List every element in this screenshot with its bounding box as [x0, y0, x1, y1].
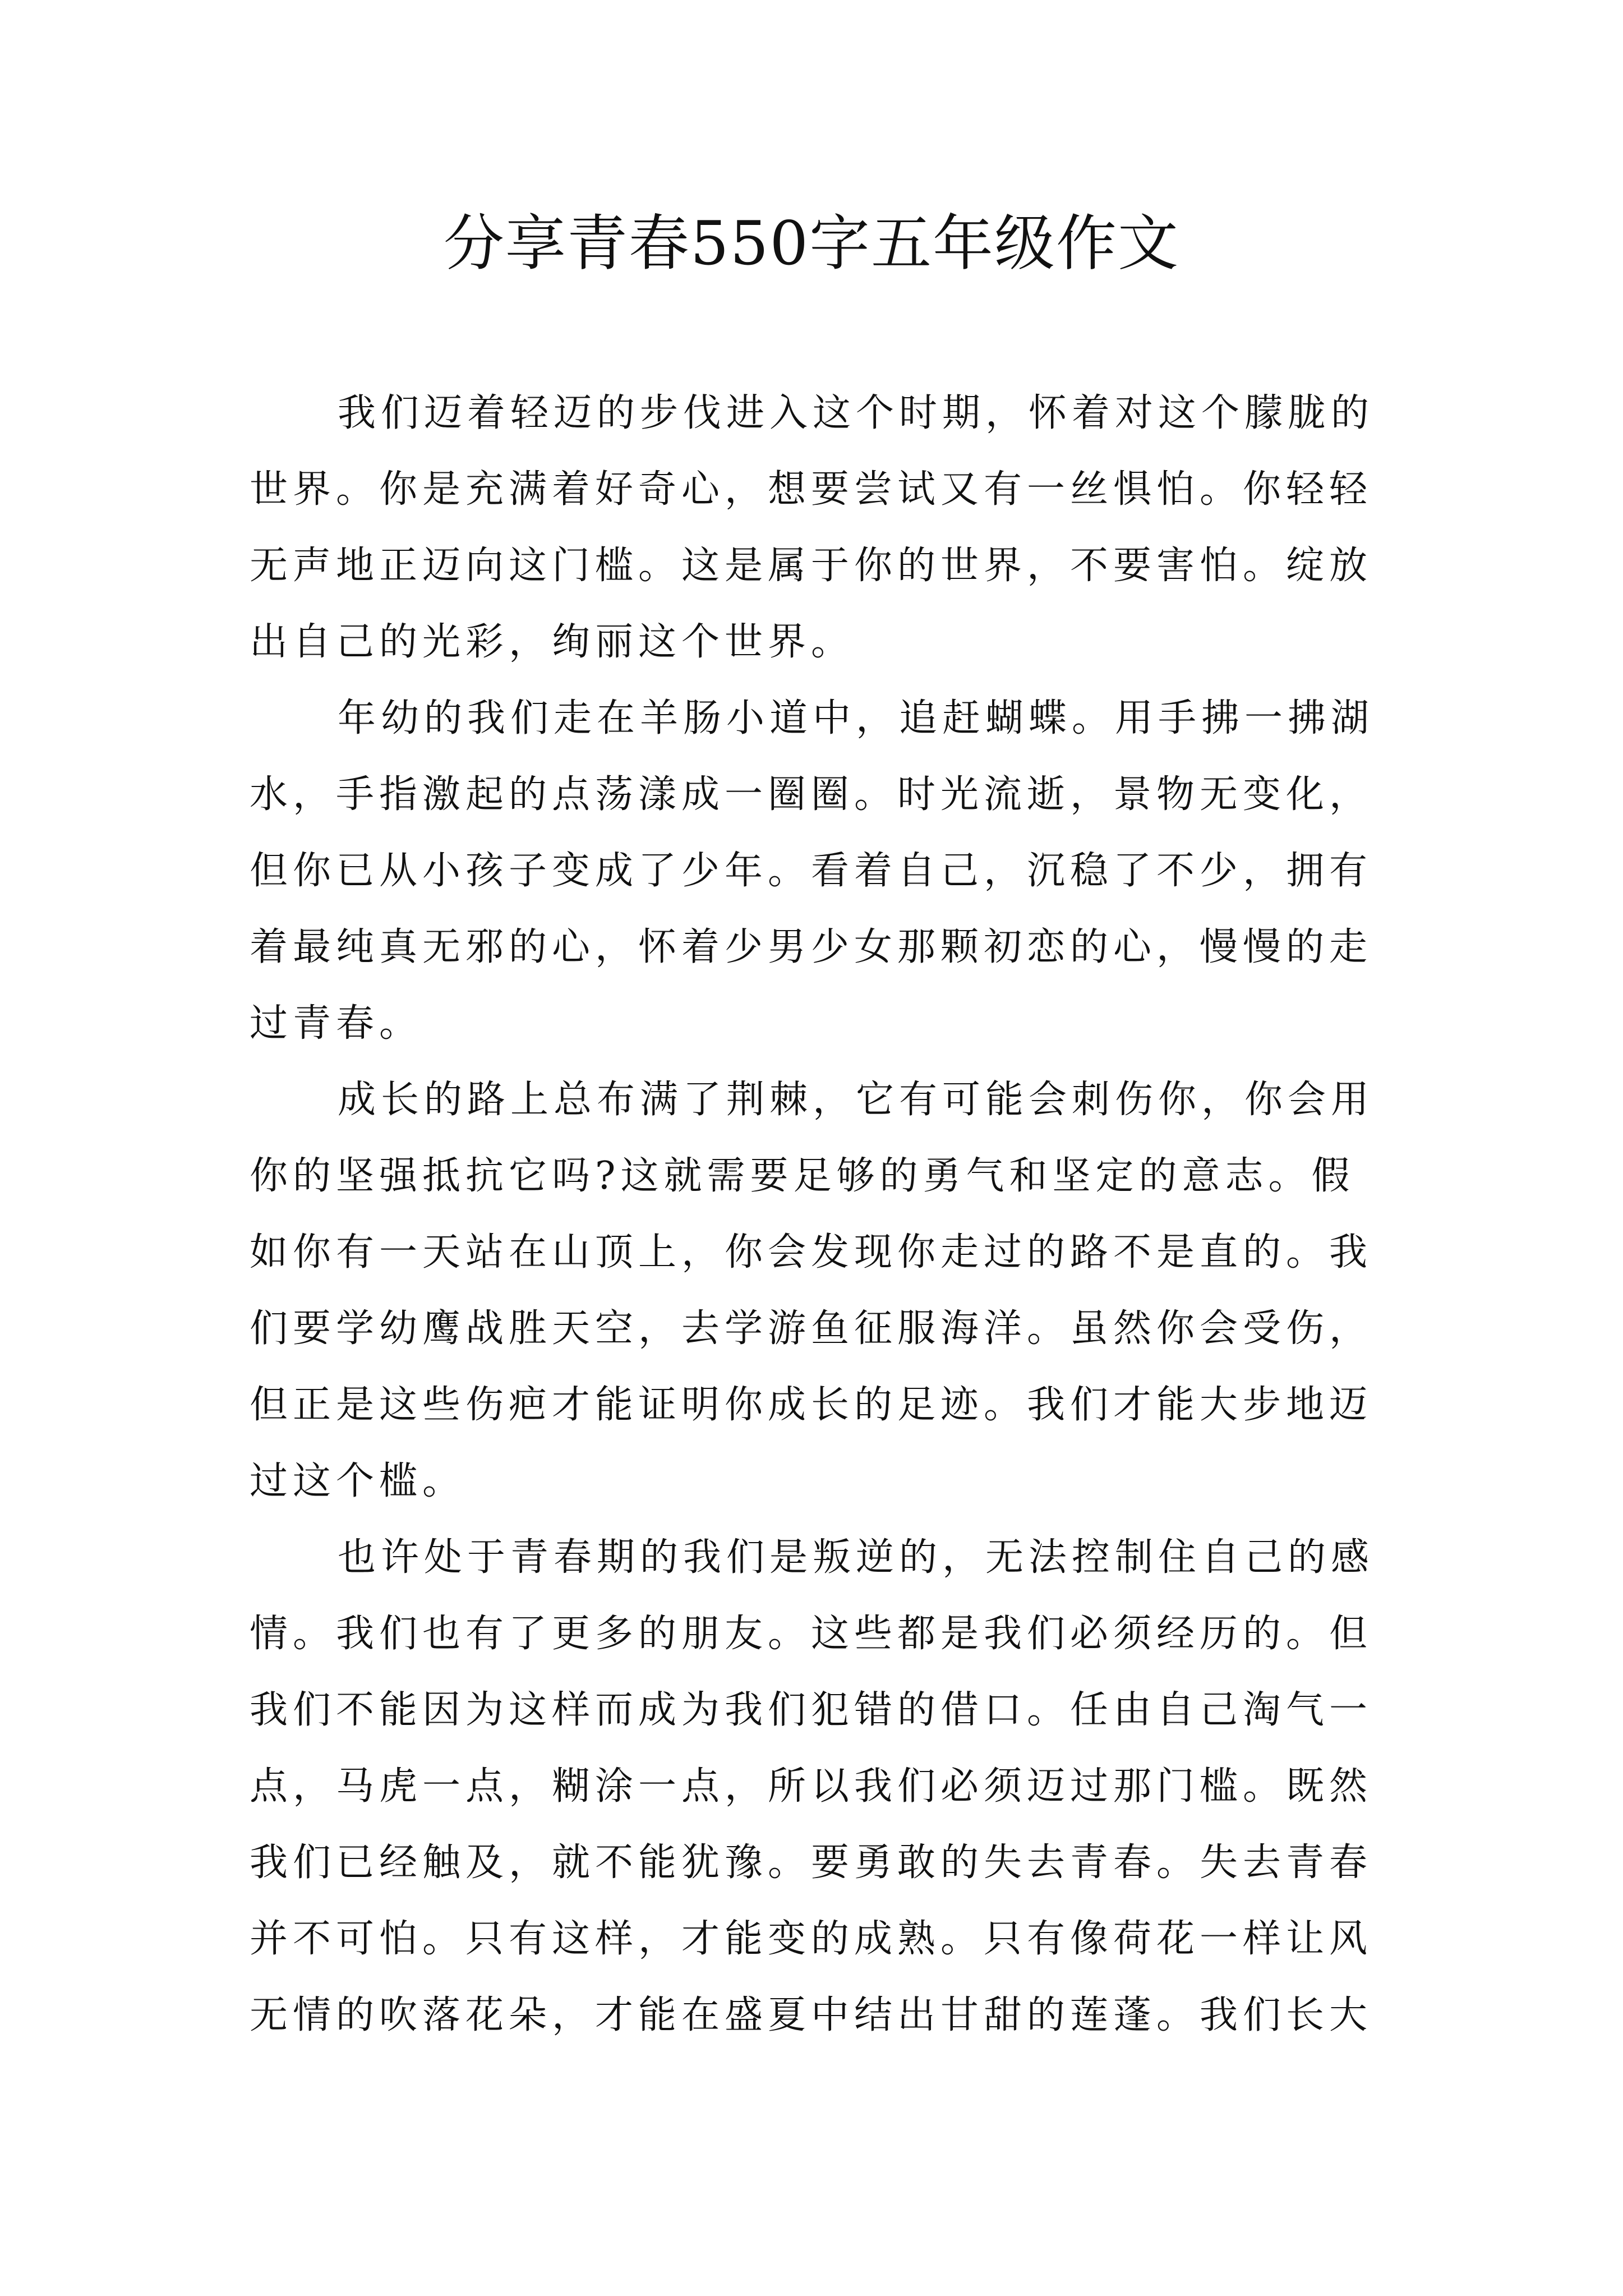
paragraph-line: 如你有一天站在山顶上，你会发现你走过的路不是直的。我	[250, 1230, 1373, 1274]
paragraph-line: 着最纯真无邪的心，怀着少男少女那颗初恋的心，慢慢的走	[250, 925, 1373, 969]
paragraph-line: 们要学幼鹰战胜天空，去学游鱼征服海洋。虽然你会受伤，	[250, 1306, 1373, 1351]
paragraph-line: 无声地正迈向这门槛。这是属于你的世界，不要害怕。绽放	[250, 544, 1373, 588]
paragraph-line: 但正是这些伤疤才能证明你成长的足迹。我们才能大步地迈	[250, 1383, 1373, 1427]
paragraph-line: 我们迈着轻迈的步伐进入这个时期，怀着对这个朦胧的	[338, 391, 1375, 435]
paragraph-line: 过这个槛。	[250, 1459, 466, 1503]
paragraph-line: 但你已从小孩子变成了少年。看着自己，沉稳了不少，拥有	[250, 849, 1373, 893]
paragraph-line: 过青春。	[250, 1001, 423, 1046]
document-title: 分享青春550字五年级作文	[443, 209, 1180, 279]
paragraph-line: 世界。你是充满着好奇心，想要尝试又有一丝惧怕。你轻轻	[250, 467, 1373, 512]
paragraph-line: 你的坚强抵抗它吗?这就需要足够的勇气和坚定的意志。假	[250, 1154, 1355, 1198]
paragraph-line: 情。我们也有了更多的朋友。这些都是我们必须经历的。但	[250, 1612, 1373, 1656]
paragraph-line: 我们不能因为这样而成为我们犯错的借口。任由自己淘气一	[250, 1688, 1373, 1732]
paragraph-line: 也许处于青春期的我们是叛逆的，无法控制住自己的感	[338, 1535, 1375, 1580]
paragraph-line: 点，马虎一点，糊涂一点，所以我们必须迈过那门槛。既然	[250, 1764, 1373, 1809]
paragraph-line: 无情的吹落花朵，才能在盛夏中结出甘甜的莲蓬。我们长大	[250, 1993, 1373, 2037]
paragraph-line: 年幼的我们走在羊肠小道中，追赶蝴蝶。用手拂一拂湖	[338, 696, 1375, 740]
paragraph-line: 成长的路上总布满了荆棘，它有可能会刺伤你，你会用	[338, 1078, 1375, 1122]
paragraph-line: 并不可怕。只有这样，才能变的成熟。只有像荷花一样让风	[250, 1917, 1373, 1961]
paragraph-line: 水，手指激起的点荡漾成一圈圈。时光流逝，景物无变化，	[250, 772, 1373, 817]
paragraph-line: 我们已经触及，就不能犹豫。要勇敢的失去青春。失去青春	[250, 1841, 1373, 1885]
paragraph-line: 出自己的光彩，绚丽这个世界。	[250, 620, 855, 664]
